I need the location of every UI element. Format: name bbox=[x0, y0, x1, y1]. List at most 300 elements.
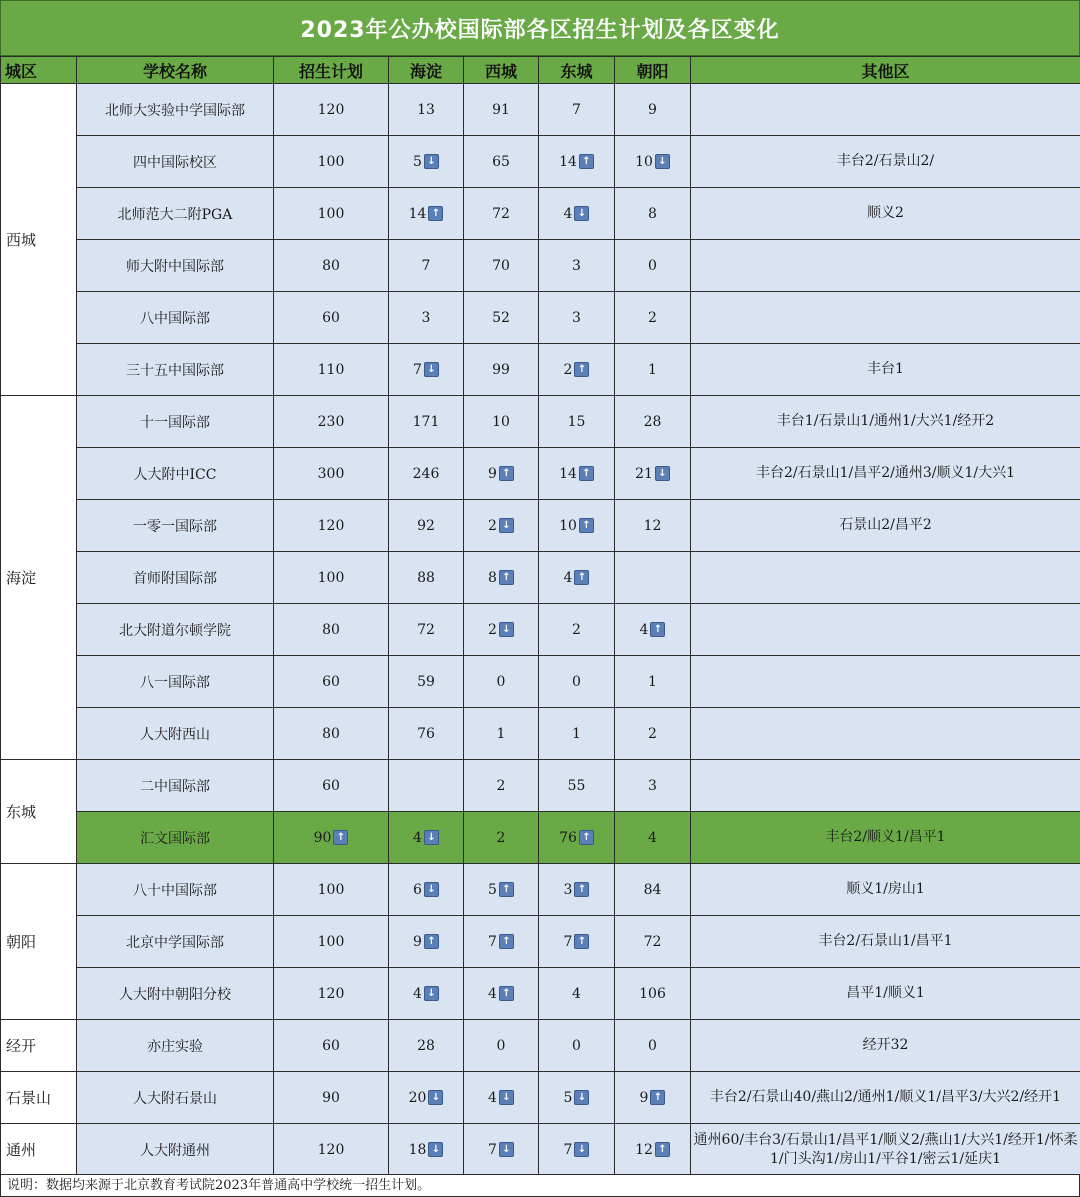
school-value: 北大附道尔顿学院 bbox=[119, 622, 231, 639]
table-row bbox=[1, 1124, 1080, 1176]
haidian-cell bbox=[389, 656, 464, 708]
dongcheng-value: 14 bbox=[559, 153, 577, 170]
other-cell bbox=[691, 1020, 1080, 1072]
chaoyang-value: 28 bbox=[643, 413, 662, 430]
arrow-up-icon: ↑ bbox=[574, 570, 589, 585]
school-cell bbox=[77, 812, 274, 864]
school-cell bbox=[77, 604, 274, 656]
xicheng-cell bbox=[464, 292, 539, 344]
school-value: 八十中国际部 bbox=[133, 882, 217, 899]
dongcheng-cell bbox=[539, 708, 615, 760]
chaoyang-cell bbox=[615, 84, 691, 136]
arrow-down-icon: ↓ bbox=[655, 466, 670, 481]
haidian-value: 76 bbox=[417, 725, 435, 742]
haidian-cell bbox=[389, 136, 464, 188]
haidian-value: 13 bbox=[417, 101, 435, 118]
other-cell bbox=[691, 188, 1080, 240]
chaoyang-value: 4 bbox=[648, 829, 657, 846]
column-header: 城区 bbox=[1, 57, 77, 84]
haidian-cell bbox=[389, 448, 464, 500]
xicheng-cell bbox=[464, 1124, 539, 1176]
dongcheng-value: 4 bbox=[572, 985, 581, 1002]
arrow-up-icon: ↑ bbox=[650, 1090, 665, 1105]
xicheng-value: 91 bbox=[492, 101, 510, 118]
plan-cell bbox=[274, 84, 389, 136]
plan-value: 230 bbox=[317, 413, 345, 430]
dongcheng-value: 4 bbox=[563, 569, 573, 586]
arrow-down-icon: ↓ bbox=[424, 154, 439, 169]
other-value: 丰台1 bbox=[867, 361, 904, 377]
haidian-value: 20 bbox=[408, 1089, 427, 1106]
dongcheng-cell bbox=[539, 240, 615, 292]
dongcheng-cell bbox=[539, 1020, 615, 1072]
school-cell bbox=[77, 500, 274, 552]
table-body bbox=[1, 84, 1080, 1176]
other-cell bbox=[691, 136, 1080, 188]
other-value: 丰台1/石景山1/通州1/大兴1/经开2 bbox=[776, 413, 995, 429]
arrow-up-icon: ↑ bbox=[650, 622, 665, 637]
haidian-value: 3 bbox=[421, 309, 431, 326]
table-row bbox=[1, 240, 1080, 292]
district-cell: 海淀 bbox=[1, 396, 77, 760]
school-cell bbox=[77, 708, 274, 760]
haidian-value: 246 bbox=[412, 465, 440, 482]
plan-cell bbox=[274, 968, 389, 1020]
haidian-cell bbox=[389, 916, 464, 968]
xicheng-cell bbox=[464, 708, 539, 760]
xicheng-value: 70 bbox=[492, 257, 510, 274]
plan-value: 80 bbox=[322, 725, 340, 742]
dongcheng-value: 0 bbox=[572, 673, 581, 690]
xicheng-cell bbox=[464, 396, 539, 448]
table-row bbox=[1, 136, 1080, 188]
dongcheng-value: 76 bbox=[559, 829, 577, 846]
haidian-cell bbox=[389, 864, 464, 916]
table-row bbox=[1, 916, 1080, 968]
xicheng-value: 0 bbox=[496, 673, 506, 690]
school-value: 人大附中ICC bbox=[133, 466, 217, 483]
other-cell bbox=[691, 812, 1080, 864]
dongcheng-cell bbox=[539, 604, 615, 656]
xicheng-cell bbox=[464, 760, 539, 812]
xicheng-cell bbox=[464, 1072, 539, 1124]
dongcheng-cell bbox=[539, 552, 615, 604]
xicheng-value: 52 bbox=[492, 309, 510, 326]
haidian-cell bbox=[389, 396, 464, 448]
arrow-down-icon: ↓ bbox=[428, 1090, 443, 1105]
dongcheng-value: 7 bbox=[572, 101, 581, 118]
plan-cell bbox=[274, 1020, 389, 1072]
haidian-value: 7 bbox=[413, 361, 422, 378]
plan-cell bbox=[274, 1124, 389, 1176]
column-header: 东城 bbox=[539, 57, 615, 84]
other-value: 顺义1/房山1 bbox=[846, 881, 925, 897]
xicheng-cell bbox=[464, 864, 539, 916]
dongcheng-value: 14 bbox=[559, 465, 577, 482]
chaoyang-cell bbox=[615, 1020, 691, 1072]
other-cell bbox=[691, 968, 1080, 1020]
footnote: 说明：数据均来源于北京教育考试院2023年普通高中学校统一招生计划。 bbox=[0, 1174, 1080, 1197]
chaoyang-value: 1 bbox=[648, 361, 657, 378]
school-cell bbox=[77, 968, 274, 1020]
other-value: 丰台2/石景山1/昌平1 bbox=[818, 933, 953, 949]
chaoyang-cell bbox=[615, 136, 691, 188]
other-cell bbox=[691, 1124, 1080, 1176]
school-cell bbox=[77, 84, 274, 136]
chaoyang-value: 8 bbox=[648, 205, 657, 222]
haidian-value: 6 bbox=[413, 881, 422, 898]
column-header: 招生计划 bbox=[274, 57, 389, 84]
column-header: 西城 bbox=[464, 57, 539, 84]
xicheng-value: 0 bbox=[496, 1037, 506, 1054]
plan-cell bbox=[274, 396, 389, 448]
school-value: 北师大实验中学国际部 bbox=[105, 102, 245, 119]
chaoyang-cell bbox=[615, 708, 691, 760]
haidian-cell bbox=[389, 500, 464, 552]
school-value: 一零一国际部 bbox=[133, 518, 217, 535]
dongcheng-cell bbox=[539, 396, 615, 448]
plan-value: 100 bbox=[317, 153, 345, 170]
school-value: 北京中学国际部 bbox=[126, 934, 224, 951]
arrow-up-icon: ↑ bbox=[579, 154, 594, 169]
haidian-cell bbox=[389, 760, 464, 812]
haidian-cell bbox=[389, 708, 464, 760]
other-value: 丰台2/石景山2/ bbox=[836, 153, 935, 169]
xicheng-cell bbox=[464, 84, 539, 136]
school-cell bbox=[77, 240, 274, 292]
school-cell bbox=[77, 656, 274, 708]
xicheng-cell bbox=[464, 240, 539, 292]
haidian-cell bbox=[389, 1124, 464, 1176]
chaoyang-value: 72 bbox=[643, 933, 662, 950]
arrow-down-icon: ↓ bbox=[424, 986, 439, 1001]
school-value: 十一国际部 bbox=[140, 414, 210, 431]
arrow-up-icon: ↑ bbox=[428, 206, 443, 221]
other-cell bbox=[691, 292, 1080, 344]
other-value: 石景山2/昌平2 bbox=[839, 517, 932, 533]
school-value: 人大附中朝阳分校 bbox=[119, 986, 231, 1003]
dongcheng-cell bbox=[539, 292, 615, 344]
other-value: 丰台2/顺义1/昌平1 bbox=[825, 829, 946, 845]
plan-value: 100 bbox=[317, 933, 345, 950]
xicheng-value: 2 bbox=[496, 829, 506, 846]
other-cell bbox=[691, 708, 1080, 760]
xicheng-cell bbox=[464, 656, 539, 708]
table-row bbox=[1, 500, 1080, 552]
dongcheng-value: 7 bbox=[563, 1141, 573, 1158]
xicheng-value: 4 bbox=[488, 985, 497, 1002]
chaoyang-value: 10 bbox=[635, 153, 653, 170]
column-header: 朝阳 bbox=[615, 57, 691, 84]
dongcheng-cell bbox=[539, 812, 615, 864]
table-row bbox=[1, 864, 1080, 916]
haidian-value: 9 bbox=[413, 933, 422, 950]
xicheng-cell bbox=[464, 344, 539, 396]
chaoyang-cell bbox=[615, 240, 691, 292]
other-cell bbox=[691, 448, 1080, 500]
table-row bbox=[1, 656, 1080, 708]
arrow-down-icon: ↓ bbox=[428, 1142, 443, 1157]
district-cell: 朝阳 bbox=[1, 864, 77, 1020]
haidian-cell bbox=[389, 188, 464, 240]
xicheng-value: 7 bbox=[488, 933, 497, 950]
dongcheng-value: 15 bbox=[567, 413, 586, 430]
dongcheng-value: 3 bbox=[572, 309, 581, 326]
other-value: 顺义2 bbox=[867, 205, 904, 221]
arrow-up-icon: ↑ bbox=[574, 934, 589, 949]
chaoyang-cell bbox=[615, 188, 691, 240]
plan-value: 80 bbox=[322, 621, 340, 638]
dongcheng-cell bbox=[539, 448, 615, 500]
haidian-cell bbox=[389, 292, 464, 344]
chaoyang-cell bbox=[615, 1124, 691, 1176]
other-cell bbox=[691, 604, 1080, 656]
chaoyang-cell bbox=[615, 864, 691, 916]
arrow-down-icon: ↓ bbox=[424, 362, 439, 377]
school-value: 人大附通州 bbox=[140, 1142, 210, 1159]
dongcheng-value: 4 bbox=[563, 205, 573, 222]
plan-cell bbox=[274, 240, 389, 292]
dongcheng-cell bbox=[539, 344, 615, 396]
haidian-value: 5 bbox=[413, 153, 422, 170]
plan-value: 100 bbox=[317, 569, 345, 586]
other-cell bbox=[691, 656, 1080, 708]
haidian-value: 18 bbox=[408, 1141, 427, 1158]
haidian-cell bbox=[389, 812, 464, 864]
dongcheng-cell bbox=[539, 1072, 615, 1124]
arrow-up-icon: ↑ bbox=[574, 362, 589, 377]
chaoyang-value: 106 bbox=[639, 985, 666, 1002]
other-cell bbox=[691, 500, 1080, 552]
xicheng-cell bbox=[464, 448, 539, 500]
plan-value: 90 bbox=[322, 1089, 340, 1106]
plan-value: 120 bbox=[317, 101, 345, 118]
chaoyang-value: 9 bbox=[639, 1089, 649, 1106]
arrow-down-icon: ↓ bbox=[574, 1142, 589, 1157]
arrow-up-icon: ↑ bbox=[579, 518, 594, 533]
plan-cell bbox=[274, 656, 389, 708]
other-cell bbox=[691, 396, 1080, 448]
school-value: 三十五中国际部 bbox=[126, 362, 224, 379]
arrow-up-icon: ↑ bbox=[499, 882, 514, 897]
plan-cell bbox=[274, 448, 389, 500]
school-cell bbox=[77, 916, 274, 968]
school-cell bbox=[77, 188, 274, 240]
table-row bbox=[1, 812, 1080, 864]
dongcheng-cell bbox=[539, 84, 615, 136]
haidian-cell bbox=[389, 344, 464, 396]
school-cell bbox=[77, 864, 274, 916]
other-value: 昌平1/顺义1 bbox=[846, 985, 925, 1001]
school-value: 首师附国际部 bbox=[133, 570, 217, 587]
school-value: 师大附中国际部 bbox=[126, 258, 224, 275]
school-cell bbox=[77, 1020, 274, 1072]
haidian-value: 4 bbox=[413, 985, 422, 1002]
other-value: 通州60/丰台3/石景山1/昌平1/顺义2/燕山1/大兴1/经开1/怀柔1/门头沟1/房山1/平谷1/密云1/延庆1 bbox=[693, 1131, 1078, 1167]
dongcheng-cell bbox=[539, 864, 615, 916]
other-cell bbox=[691, 1072, 1080, 1124]
plan-value: 60 bbox=[322, 673, 340, 690]
arrow-down-icon: ↓ bbox=[499, 622, 514, 637]
plan-cell bbox=[274, 136, 389, 188]
chaoyang-value: 4 bbox=[639, 621, 649, 638]
plan-value: 120 bbox=[317, 985, 345, 1002]
plan-value: 60 bbox=[322, 309, 340, 326]
school-cell bbox=[77, 760, 274, 812]
plan-cell bbox=[274, 552, 389, 604]
dongcheng-value: 0 bbox=[572, 1037, 581, 1054]
table-row bbox=[1, 708, 1080, 760]
chaoyang-value: 3 bbox=[648, 777, 657, 794]
plan-value: 100 bbox=[317, 205, 345, 222]
xicheng-cell bbox=[464, 968, 539, 1020]
school-value: 二中国际部 bbox=[140, 778, 210, 795]
dongcheng-value: 3 bbox=[572, 257, 581, 274]
school-cell bbox=[77, 292, 274, 344]
chaoyang-cell bbox=[615, 968, 691, 1020]
plan-cell bbox=[274, 188, 389, 240]
arrow-up-icon: ↑ bbox=[499, 570, 514, 585]
school-value: 汇文国际部 bbox=[140, 830, 210, 847]
plan-cell bbox=[274, 1072, 389, 1124]
chaoyang-cell bbox=[615, 812, 691, 864]
haidian-value: 28 bbox=[417, 1037, 435, 1054]
xicheng-cell bbox=[464, 188, 539, 240]
school-cell bbox=[77, 448, 274, 500]
arrow-up-icon: ↑ bbox=[579, 466, 594, 481]
chaoyang-cell bbox=[615, 604, 691, 656]
other-cell bbox=[691, 84, 1080, 136]
chaoyang-cell bbox=[615, 500, 691, 552]
xicheng-value: 1 bbox=[496, 725, 506, 742]
plan-value: 80 bbox=[322, 257, 340, 274]
plan-value: 100 bbox=[317, 881, 345, 898]
dongcheng-value: 5 bbox=[563, 1089, 573, 1106]
plan-value: 60 bbox=[322, 1037, 340, 1054]
chaoyang-cell bbox=[615, 292, 691, 344]
other-cell bbox=[691, 760, 1080, 812]
haidian-cell bbox=[389, 240, 464, 292]
table-row bbox=[1, 1020, 1080, 1072]
haidian-value: 59 bbox=[417, 673, 435, 690]
haidian-value: 72 bbox=[417, 621, 435, 638]
arrow-up-icon: ↑ bbox=[579, 830, 594, 845]
xicheng-cell bbox=[464, 500, 539, 552]
plan-cell bbox=[274, 708, 389, 760]
plan-value: 110 bbox=[317, 361, 345, 378]
district-cell: 通州 bbox=[1, 1124, 77, 1176]
school-cell bbox=[77, 1072, 274, 1124]
arrow-up-icon: ↑ bbox=[499, 986, 514, 1001]
arrow-down-icon: ↓ bbox=[424, 882, 439, 897]
other-cell bbox=[691, 864, 1080, 916]
school-value: 人大附西山 bbox=[140, 726, 210, 743]
xicheng-cell bbox=[464, 136, 539, 188]
dongcheng-value: 55 bbox=[567, 777, 586, 794]
table-row bbox=[1, 84, 1080, 136]
table-row bbox=[1, 604, 1080, 656]
xicheng-value: 65 bbox=[492, 153, 510, 170]
chaoyang-value: 21 bbox=[635, 465, 653, 482]
xicheng-value: 10 bbox=[492, 413, 510, 430]
school-value: 八一国际部 bbox=[140, 674, 210, 691]
column-header: 其他区 bbox=[691, 57, 1080, 84]
plan-value: 120 bbox=[317, 517, 345, 534]
school-cell bbox=[77, 136, 274, 188]
other-cell bbox=[691, 916, 1080, 968]
school-value: 八中国际部 bbox=[140, 310, 210, 327]
chaoyang-cell bbox=[615, 656, 691, 708]
chaoyang-value: 12 bbox=[635, 1141, 653, 1158]
xicheng-value: 72 bbox=[492, 205, 510, 222]
other-cell bbox=[691, 552, 1080, 604]
chaoyang-value: 2 bbox=[648, 309, 657, 326]
plan-cell bbox=[274, 604, 389, 656]
xicheng-value: 2 bbox=[488, 621, 497, 638]
arrow-down-icon: ↓ bbox=[574, 206, 589, 221]
enrollment-table bbox=[0, 56, 1080, 1176]
other-value: 经开32 bbox=[862, 1037, 909, 1053]
chaoyang-cell bbox=[615, 344, 691, 396]
arrow-up-icon: ↑ bbox=[424, 934, 439, 949]
dongcheng-cell bbox=[539, 656, 615, 708]
xicheng-value: 2 bbox=[496, 777, 506, 794]
chaoyang-cell bbox=[615, 1072, 691, 1124]
other-value: 丰台2/石景山40/燕山2/通州1/顺义1/昌平3/大兴2/经开1 bbox=[709, 1089, 1062, 1105]
haidian-value: 7 bbox=[421, 257, 431, 274]
xicheng-cell bbox=[464, 812, 539, 864]
chaoyang-value: 12 bbox=[643, 517, 662, 534]
haidian-cell bbox=[389, 552, 464, 604]
page-title: 2023年公办校国际部各区招生计划及各区变化 bbox=[0, 0, 1080, 56]
table-row bbox=[1, 1072, 1080, 1124]
haidian-cell bbox=[389, 84, 464, 136]
arrow-up-icon: ↑ bbox=[655, 1142, 670, 1157]
haidian-cell bbox=[389, 1072, 464, 1124]
plan-value: 120 bbox=[317, 1141, 345, 1158]
school-value: 亦庄实验 bbox=[147, 1038, 203, 1055]
xicheng-value: 2 bbox=[488, 517, 497, 534]
arrow-down-icon: ↓ bbox=[499, 518, 514, 533]
arrow-down-icon: ↓ bbox=[655, 154, 670, 169]
district-cell: 东城 bbox=[1, 760, 77, 864]
xicheng-value: 9 bbox=[488, 465, 497, 482]
school-cell bbox=[77, 552, 274, 604]
arrow-up-icon: ↑ bbox=[333, 830, 348, 845]
chaoyang-value: 0 bbox=[648, 1037, 657, 1054]
chaoyang-value: 84 bbox=[643, 881, 662, 898]
school-value: 四中国际校区 bbox=[133, 154, 217, 171]
haidian-value: 92 bbox=[417, 517, 435, 534]
haidian-value: 171 bbox=[412, 413, 440, 430]
plan-cell bbox=[274, 812, 389, 864]
plan-cell bbox=[274, 916, 389, 968]
chaoyang-cell bbox=[615, 760, 691, 812]
plan-cell bbox=[274, 344, 389, 396]
haidian-cell bbox=[389, 604, 464, 656]
chaoyang-cell bbox=[615, 552, 691, 604]
chaoyang-value: 9 bbox=[648, 101, 657, 118]
table-row bbox=[1, 448, 1080, 500]
plan-cell bbox=[274, 292, 389, 344]
chaoyang-value: 2 bbox=[648, 725, 657, 742]
chaoyang-value: 1 bbox=[648, 673, 657, 690]
dongcheng-cell bbox=[539, 500, 615, 552]
table-row bbox=[1, 552, 1080, 604]
haidian-cell bbox=[389, 1020, 464, 1072]
dongcheng-cell bbox=[539, 760, 615, 812]
school-cell bbox=[77, 396, 274, 448]
